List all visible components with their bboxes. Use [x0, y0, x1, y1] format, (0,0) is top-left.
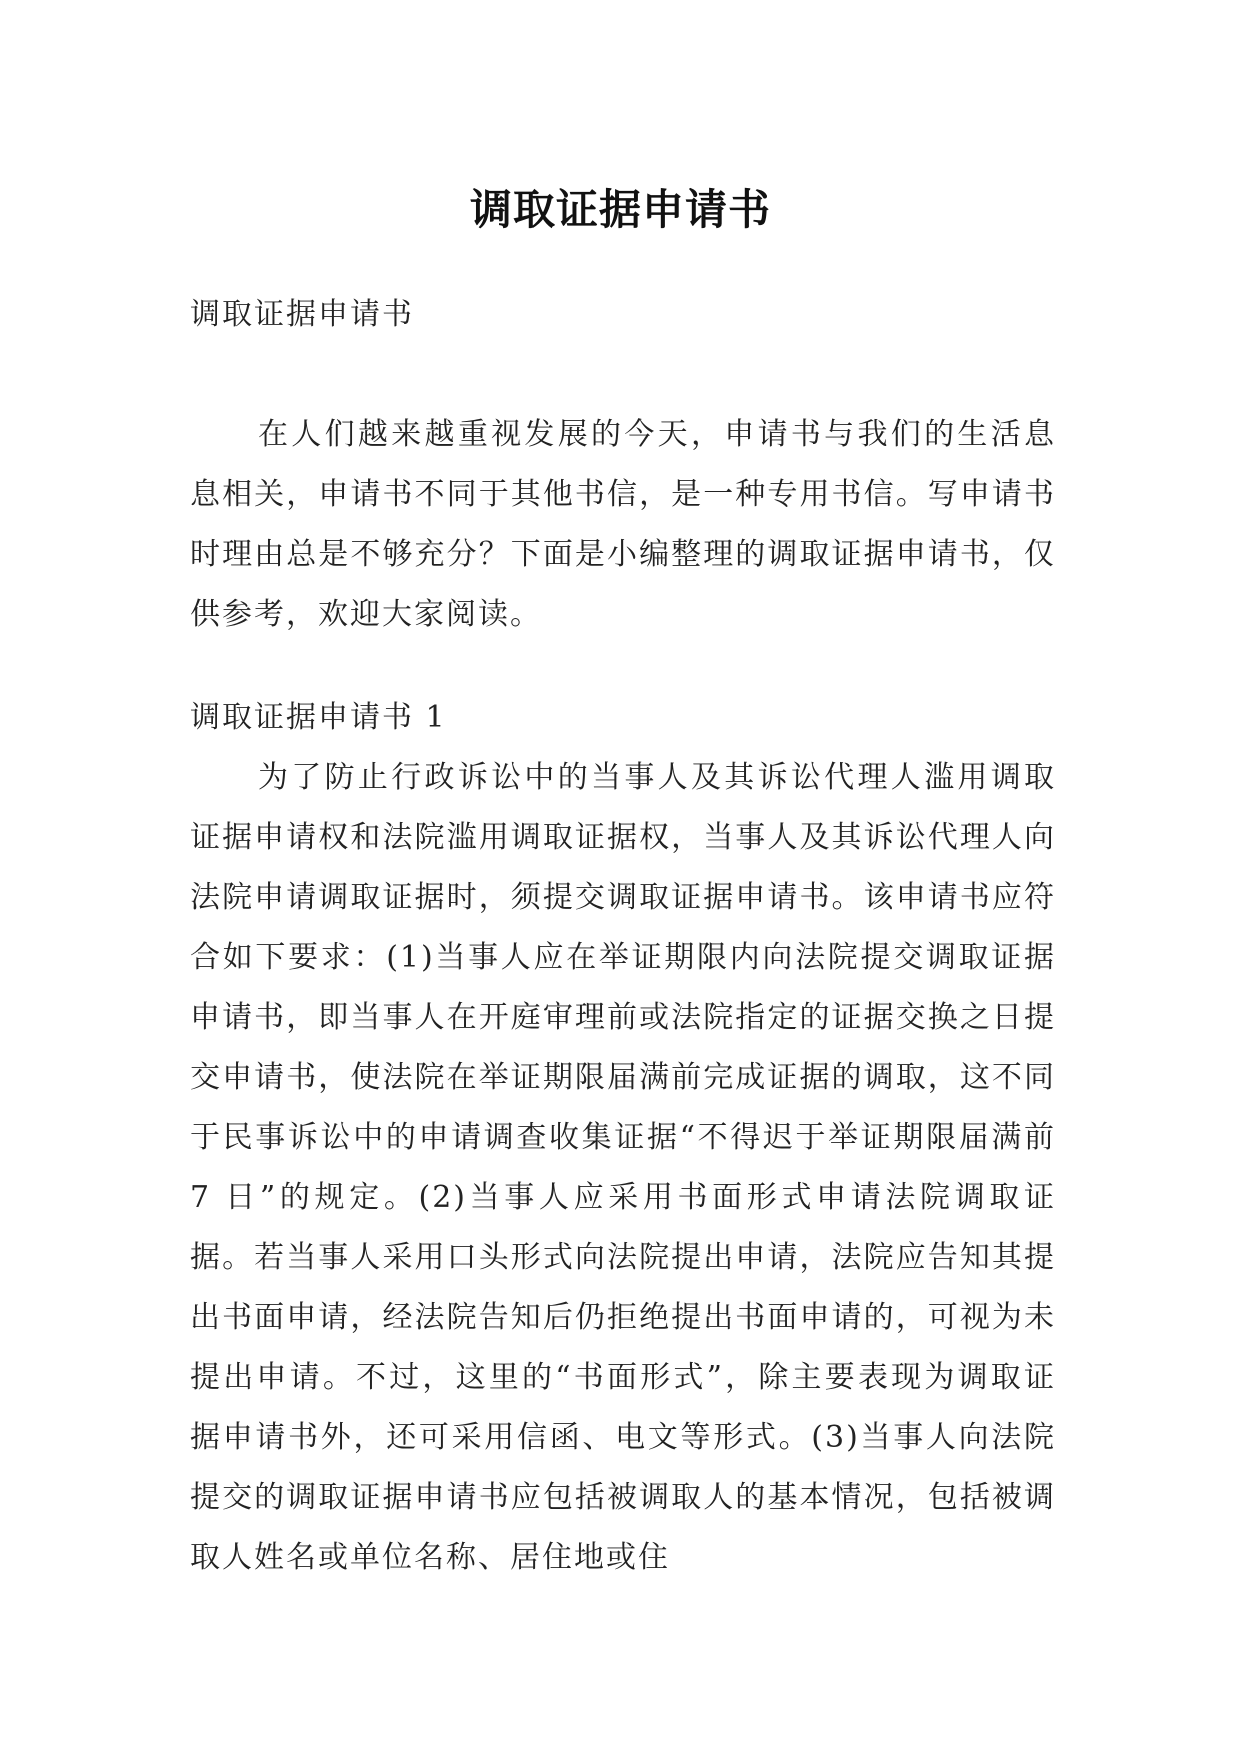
section-body-paragraph: 为了防止行政诉讼中的当事人及其诉讼代理人滥用调取证据申请权和法院滥用调取证据权，当事人及其诉讼代理人向法院申请调取证据时，须提交调取证据申请书。该申请书应符合如下要求：(1)当事人应在举证期限内向法院提交调取证据申请书，即当事人在开庭审理前或法院指定的证据交换之日提交申请书，使法院在举证期限届满前完成证据的调取，这不同于民事诉讼中的申请调查收集证据“不得迟于举证期限届满前 7 日”的规定。(2)当事人应采用书面形式申请法院调取证据。若当事人采用口头形式向法院提出申请，法院应告知其提出书面申请，经法院告知后仍拒绝提出书面申请的，可视为未提出申请。不过，这里的“书面形式”，除主要表现为调取证据申请书外，还可采用信函、电文等形式。(3)当事人向法院提交的调取证据申请书应包括被调取人的基本情况，包括被调取人姓名或单位名称、居住地或住 [190, 760, 1056, 1575]
document-subtitle: 调取证据申请书 [190, 297, 414, 332]
document-title: 调取证据申请书 [469, 185, 771, 235]
intro-paragraph: 在人们越来越重视发展的今天，申请书与我们的生活息息相关，申请书不同于其他书信，是一种专用书信。写申请书时理由总是不够充分？下面是小编整理的调取证据申请书，仅供参考，欢迎大家阅读。 [190, 417, 1056, 632]
section-heading: 调取证据申请书 1 [190, 700, 447, 735]
